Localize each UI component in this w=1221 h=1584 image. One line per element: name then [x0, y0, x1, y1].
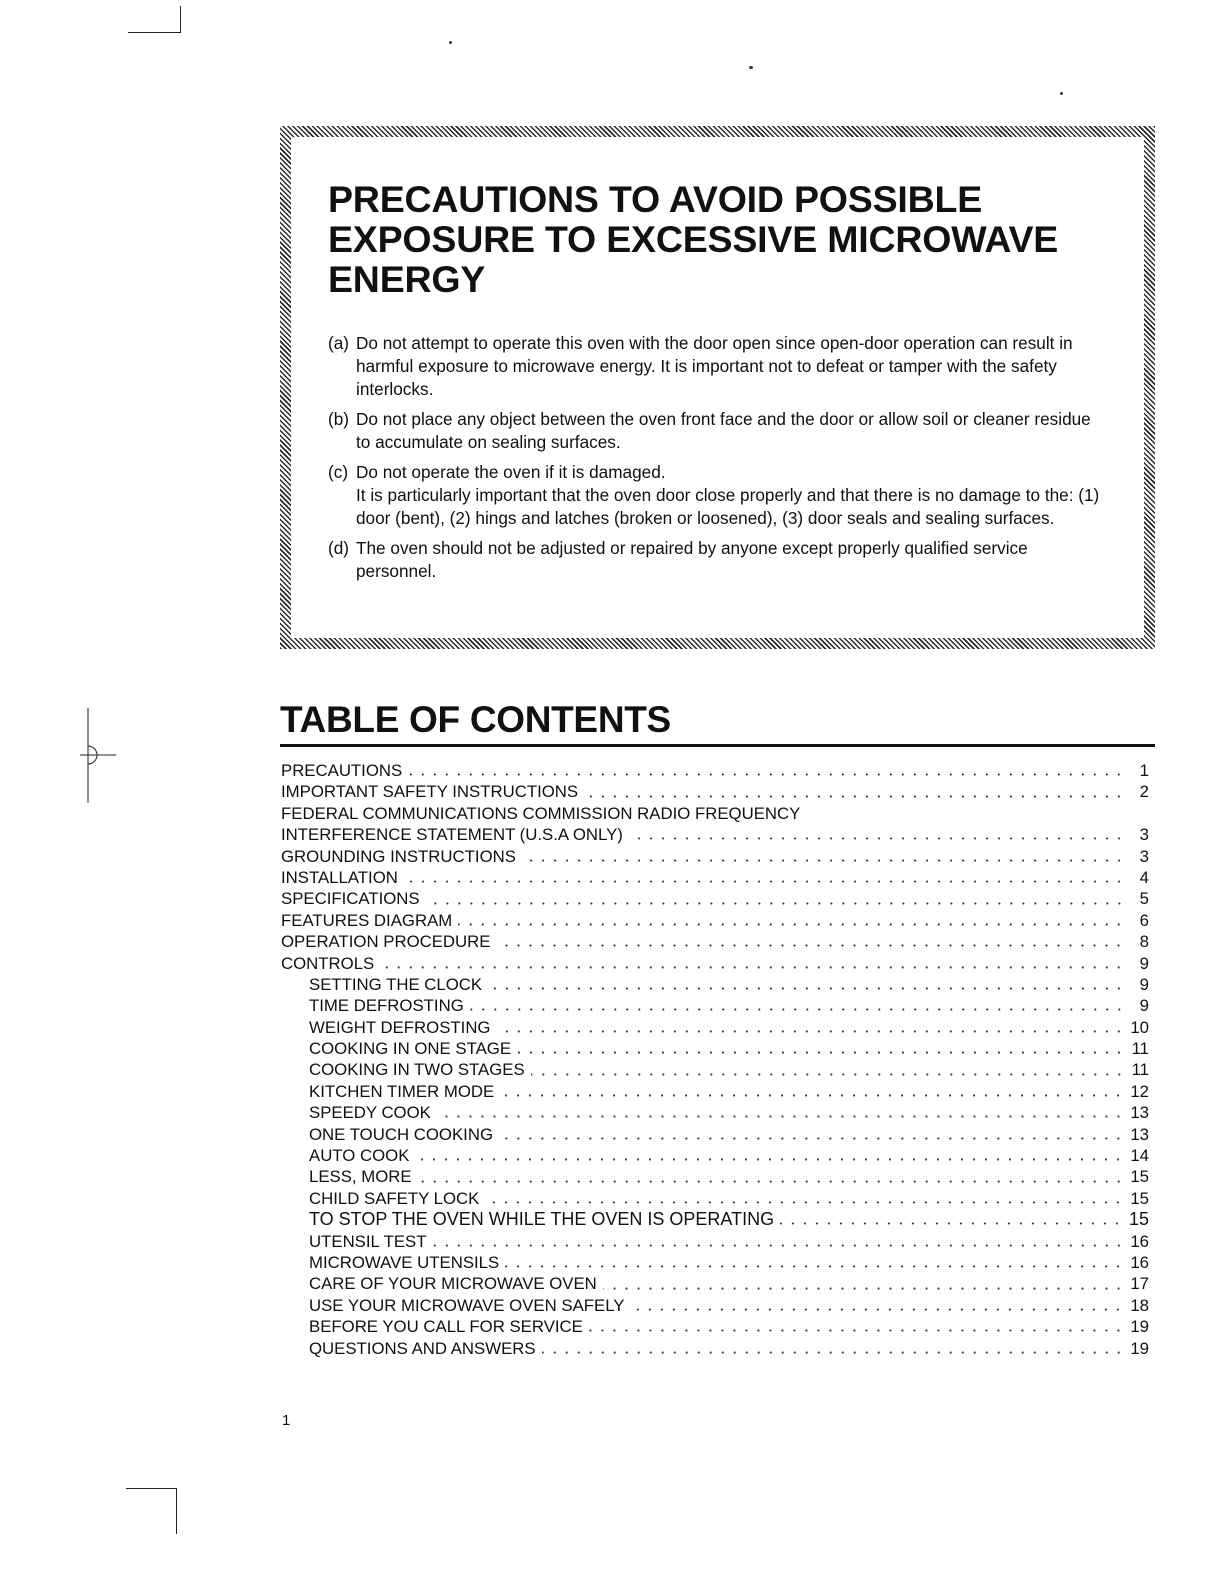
toc-entry-page: 18: [1130, 1295, 1149, 1315]
item-text: Do not attempt to operate this oven with the door open since open-door operation can result in harmful exposure to microwave energy. It is important not to defeat or tamper with the safety interlocks.: [356, 333, 1073, 399]
toc-entry: [281, 1102, 1149, 1123]
toc-entry: [281, 1338, 1149, 1359]
toc-entry-label: KITCHEN TIMER MODE: [309, 1081, 495, 1101]
title-line: ENERGY: [328, 258, 486, 300]
page-number: 1: [282, 1412, 291, 1429]
toc-dot-leader: [531, 1073, 1125, 1076]
toc-entry: [281, 803, 1149, 824]
item-marker: (a): [328, 333, 350, 353]
toc-title: TABLE OF CONTENTS: [280, 699, 671, 740]
toc-entry-page: 6: [1139, 910, 1149, 930]
toc-dot-leader: [522, 859, 1125, 862]
toc-entry-page: 9: [1139, 953, 1149, 973]
toc-dot-leader: [458, 923, 1125, 926]
toc-entry: [281, 1017, 1149, 1038]
toc-entry-page: 15: [1130, 1167, 1149, 1187]
toc-dot-leader: [589, 1329, 1124, 1332]
scan-speck: [749, 66, 753, 69]
toc-entry-label: FEDERAL COMMUNICATIONS COMMISSION RADIO FREQUENCY: [281, 803, 801, 823]
toc-dot-leader: [415, 1158, 1124, 1161]
toc-entry: [281, 1295, 1149, 1316]
toc-dot-leader: [499, 1137, 1124, 1140]
registration-mark-icon: [78, 708, 118, 803]
item-marker: (c): [328, 462, 349, 482]
toc-entry-label: INSTALLATION: [281, 867, 398, 887]
toc-entry: [281, 760, 1149, 781]
item-marker: (b): [328, 409, 350, 429]
toc-entry-page: 11: [1131, 1060, 1149, 1080]
toc-entry-label: UTENSIL TEST: [309, 1231, 427, 1251]
toc-dot-leader: [780, 1222, 1123, 1225]
precaution-item: [328, 408, 1108, 454]
toc-entry: [281, 1231, 1149, 1252]
toc-entry: [281, 1316, 1149, 1337]
toc-entry-page: 19: [1130, 1338, 1149, 1358]
toc-entry-page: 11: [1131, 1039, 1149, 1059]
toc-entry-page: 14: [1130, 1146, 1149, 1166]
precautions-title: [328, 179, 1128, 299]
toc-entry-label: TO STOP THE OVEN WHILE THE OVEN IS OPERATING: [309, 1209, 775, 1230]
toc-dot-leader: [470, 1008, 1125, 1011]
item-text: Do not place any object between the oven front face and the door or allow soil or cleaner residue to accumulate on sealing surfaces.: [356, 409, 1091, 452]
item-text: Do not operate the oven if it is damaged.: [356, 462, 666, 482]
toc-entry-label: PRECAUTIONS: [281, 761, 403, 780]
toc-entry: [281, 910, 1149, 931]
toc-entry: [281, 953, 1149, 974]
toc-dot-leader: [496, 944, 1125, 947]
toc-entry-label: CONTROLS: [281, 953, 375, 973]
item-marker: (d): [328, 538, 350, 558]
toc-dot-leader: [485, 1201, 1124, 1204]
precautions-box: [280, 126, 1155, 649]
toc-entry: [281, 1081, 1149, 1102]
toc-entry-label: INTERFERENCE STATEMENT (U.S.A ONLY): [281, 825, 623, 845]
toc-entry-page: 8: [1139, 932, 1149, 952]
toc-entry-label: AUTO COOK: [309, 1146, 410, 1166]
toc-entry-label: ONE TOUCH COOKING: [309, 1124, 493, 1144]
toc-entry: [281, 888, 1149, 909]
toc-dot-leader: [408, 773, 1125, 776]
toc-dot-leader: [380, 966, 1125, 969]
title-line: EXPOSURE TO EXCESSIVE MICROWAVE: [328, 218, 1059, 260]
toc-dot-leader: [437, 1115, 1124, 1118]
toc-dot-leader: [584, 795, 1125, 798]
toc-entry-page: 12: [1130, 1081, 1149, 1101]
toc-divider: [280, 744, 1155, 747]
toc-entry-page: 5: [1139, 889, 1149, 909]
toc-entry: [281, 781, 1149, 802]
toc-entry-label: SETTING THE CLOCK: [309, 974, 483, 994]
toc-entry-label: BEFORE YOU CALL FOR SERVICE: [309, 1317, 583, 1337]
toc-entry: [281, 1145, 1149, 1166]
toc-dot-leader: [488, 987, 1125, 990]
precaution-item: [328, 461, 1108, 530]
toc-dot-leader: [505, 1265, 1124, 1268]
toc-dot-leader: [500, 1094, 1124, 1097]
toc-entry: [281, 846, 1149, 867]
toc-entry-label: SPEEDY COOK: [309, 1103, 431, 1123]
toc-entry-page: 15: [1128, 1209, 1149, 1230]
toc-entry: [281, 1059, 1149, 1080]
crop-mark-bottom-left: [176, 1488, 177, 1534]
item-text-detail: It is particularly important that the oven door close properly and that there is no damage to the: (1) door (bent), (2) hings and latches (broken or loosened), (3) door seals and sealing surfaces.: [356, 485, 1100, 528]
toc-entry-page: 13: [1130, 1103, 1149, 1123]
precaution-item: [328, 537, 1108, 583]
item-text-group: [356, 461, 1108, 530]
toc-entry-label: LESS, MORE: [309, 1167, 412, 1187]
toc-dot-leader: [517, 1051, 1125, 1054]
toc-entry: [281, 995, 1149, 1016]
toc-entry-page: 19: [1130, 1317, 1149, 1337]
toc-entry: [281, 1166, 1149, 1187]
toc-entry-label: CHILD SAFETY LOCK: [309, 1188, 480, 1208]
toc-entry-page: 3: [1139, 846, 1149, 866]
toc-dot-leader: [426, 902, 1125, 905]
crop-mark-top-left: [180, 6, 181, 33]
toc-entry-label: GROUNDING INSTRUCTIONS: [281, 846, 516, 866]
toc-entry-label: IMPORTANT SAFETY INSTRUCTIONS: [281, 782, 579, 802]
toc-entry-page: 16: [1130, 1231, 1149, 1251]
toc-entry-page: 2: [1139, 782, 1149, 802]
toc-entry-label: OPERATION PROCEDURE: [281, 932, 491, 952]
toc-list: [281, 760, 1149, 1359]
toc-dot-leader: [630, 1308, 1124, 1311]
toc-dot-leader: [497, 1030, 1125, 1033]
scan-speck: [449, 41, 452, 44]
toc-entry-page: 17: [1130, 1274, 1149, 1294]
toc-entry-label: FEATURES DIAGRAM: [281, 910, 453, 930]
toc-entry-page: 4: [1139, 867, 1149, 887]
toc-entry-label: COOKING IN TWO STAGES: [309, 1060, 525, 1080]
toc-entry: [281, 1038, 1149, 1059]
toc-dot-leader: [629, 837, 1125, 840]
toc-dot-leader: [433, 1244, 1125, 1247]
toc-entry-page: 13: [1130, 1124, 1149, 1144]
precautions-list: [328, 332, 1108, 590]
toc-entry-page: 3: [1139, 825, 1149, 845]
toc-entry-label: WEIGHT DEFROSTING: [309, 1017, 491, 1037]
toc-dot-leader: [603, 1287, 1125, 1290]
toc-dot-leader: [418, 1180, 1125, 1183]
toc-entry: [281, 1252, 1149, 1273]
toc-entry: [281, 1209, 1149, 1230]
toc-entry: [281, 974, 1149, 995]
title-line: PRECAUTIONS TO AVOID POSSIBLE: [328, 178, 983, 220]
toc-entry-page: 1: [1139, 761, 1149, 780]
toc-entry-page: 10: [1130, 1017, 1149, 1037]
toc-entry: [281, 867, 1149, 888]
toc-entry-label: MICROWAVE UTENSILS: [309, 1252, 500, 1272]
toc-entry: [281, 1188, 1149, 1209]
precaution-item: [328, 332, 1108, 401]
toc-entry-label: USE YOUR MICROWAVE OVEN SAFELY: [309, 1295, 625, 1315]
toc-entry: [281, 824, 1149, 845]
toc-entry-label: QUESTIONS AND ANSWERS: [309, 1338, 536, 1358]
toc-entry-label: CARE OF YOUR MICROWAVE OVEN: [309, 1274, 597, 1294]
crop-mark-bottom-left: [126, 1488, 176, 1489]
toc-entry: [281, 1124, 1149, 1145]
item-text: The oven should not be adjusted or repaired by anyone except properly qualified service personnel.: [356, 538, 1028, 581]
toc-entry-page: 9: [1139, 996, 1149, 1016]
toc-entry-page: 15: [1130, 1188, 1149, 1208]
toc-entry-page: 9: [1139, 974, 1149, 994]
toc-entry: [281, 1273, 1149, 1294]
toc-entry-label: COOKING IN ONE STAGE: [309, 1039, 512, 1059]
toc-entry-label: SPECIFICATIONS: [281, 889, 420, 909]
toc-dot-leader: [542, 1351, 1125, 1354]
toc-entry-page: 16: [1130, 1252, 1149, 1272]
toc-dot-leader: [404, 880, 1125, 883]
scan-speck: [1060, 92, 1063, 95]
toc-entry-label: TIME DEFROSTING: [309, 996, 464, 1016]
crop-mark-top-left: [128, 32, 180, 33]
toc-entry: [281, 931, 1149, 952]
